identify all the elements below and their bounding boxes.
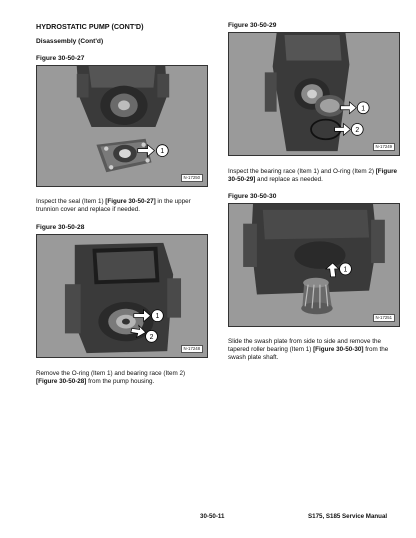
figure-30-title: Figure 30-50-30 [228, 193, 277, 200]
figure-28-code: N-17248 [181, 345, 203, 353]
figure-29-code: N-17249 [373, 143, 395, 151]
figure-29-callout-2: 2 [355, 126, 360, 134]
figure-27-code: N-17250 [181, 174, 203, 182]
figure-29-photo [228, 32, 400, 156]
figure-27-title: Figure 30-50-27 [36, 55, 85, 62]
paragraph-figure-28: Remove the O-ring (Item 1) and bearing race (Item 2) [Figure 30-50-28] from the pump housing. [36, 370, 186, 386]
paragraph-figure-27: Inspect the seal (Item 1) [Figure 30-50-27] in the upper trunnion cover and replace if needed. [36, 198, 191, 214]
figure-30-ref: [Figure 30-50-30] [313, 346, 364, 354]
paragraph-figure-29: Inspect the bearing race (Item 1) and O-ring (Item 2) [Figure 30-50-29] and replace as needed. [228, 168, 398, 184]
figure-27-photo [36, 65, 208, 187]
subsection-title: Disassembly (Cont'd) [36, 38, 104, 45]
figure-29-callout-1: 1 [361, 105, 366, 113]
figure-29-title: Figure 30-50-29 [228, 22, 277, 29]
figure-28-photo [36, 234, 208, 358]
bearing-race-oring-illustration [229, 33, 399, 155]
figure-28-ref: [Figure 30-50-28] [36, 378, 87, 386]
figure-29-ref: [Figure 30-50-29] [228, 168, 398, 184]
figure-28-callout-1: 1 [155, 313, 160, 321]
page-number: 30-50-11 [200, 513, 225, 520]
figure-28-title: Figure 30-50-28 [36, 224, 85, 231]
figure-28-callout-2: 2 [149, 333, 154, 341]
figure-30-code: N-17251 [373, 314, 395, 322]
section-title: HYDROSTATIC PUMP (CONT'D) [36, 22, 144, 31]
tapered-roller-bearing-illustration [229, 204, 399, 326]
pump-trunnion-cover-illustration [37, 66, 207, 186]
pump-housing-illustration [37, 235, 207, 357]
figure-30-photo [228, 203, 400, 327]
figure-27-callout-1: 1 [160, 148, 165, 156]
paragraph-figure-30: Slide the swash plate from side to side and remove the tapered roller bearing (Item 1) [Figure 30-50-30] from the swash plate shaft. [228, 338, 389, 362]
manual-title: S175, S185 Service Manual [308, 513, 388, 520]
figure-27-ref: [Figure 30-50-27] [105, 198, 156, 205]
figure-30-callout-1: 1 [343, 266, 348, 274]
